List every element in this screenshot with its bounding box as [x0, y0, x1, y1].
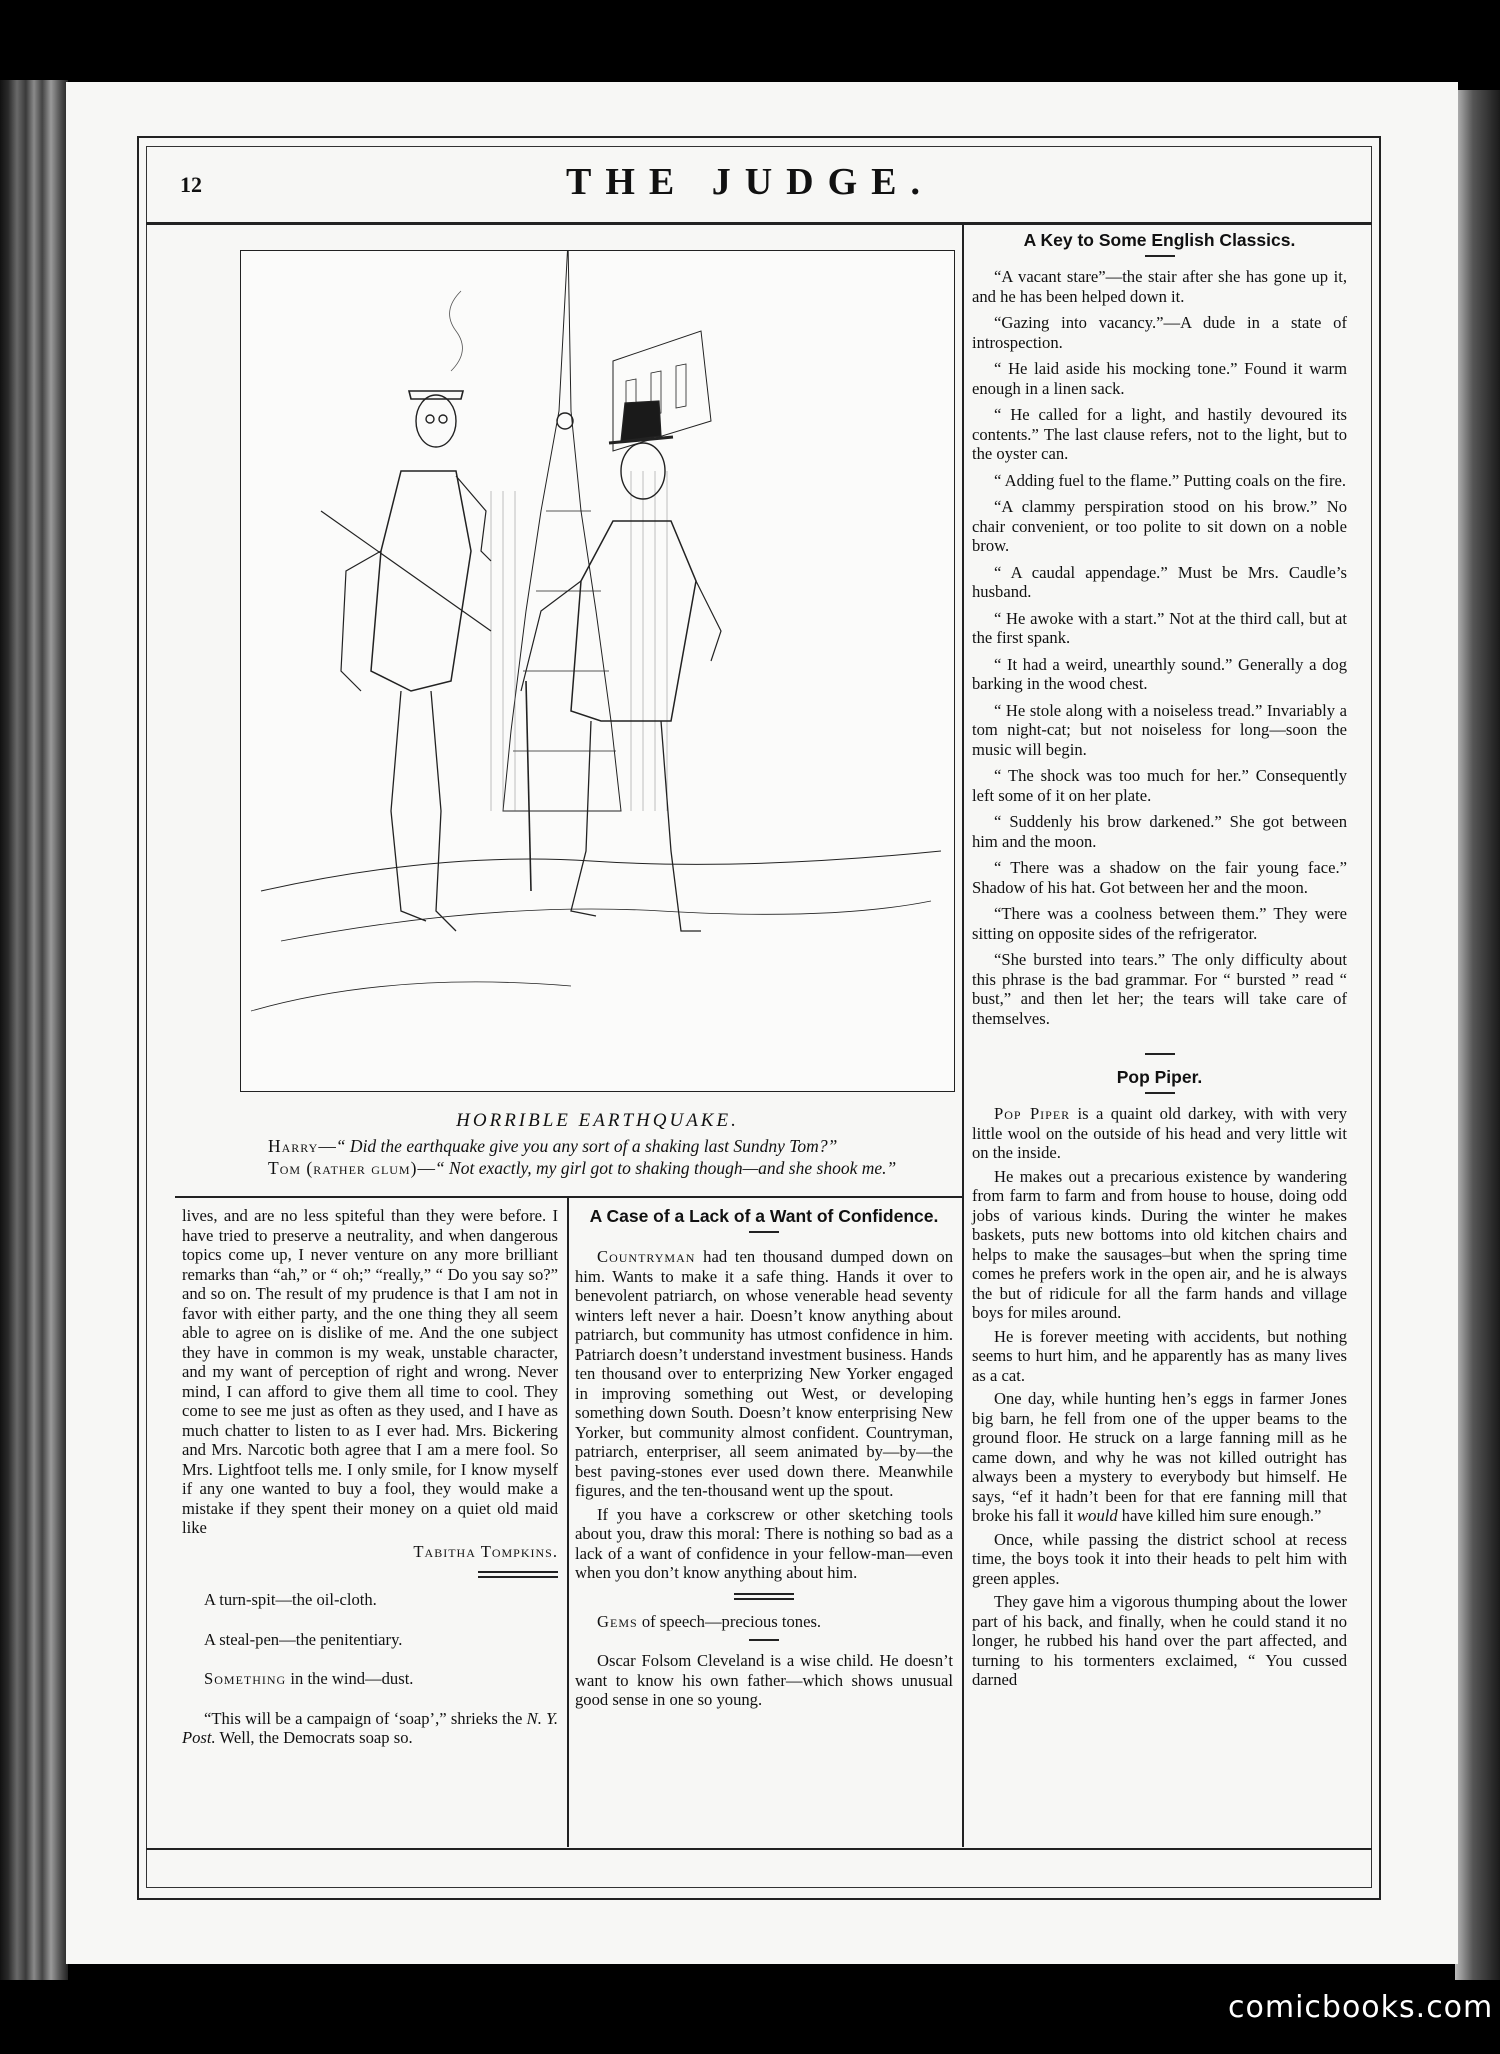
pop-piper-dash [1145, 1092, 1175, 1094]
classic-item: “ Adding fuel to the flame.” Putting coals on the fire. [994, 470, 1347, 490]
classic-item: “ There was a shadow on the fair young face.” Shadow of his hat. Got between her and the moon. [972, 858, 1347, 897]
classic-item: “ A caudal appendage.” Must be Mrs. Caudle’s husband. [972, 562, 1347, 601]
squib-dash [749, 1639, 779, 1641]
confidence-paragraph-2: If you have a corkscrew or other sketching tools about you, draw this moral: There is nothing so bad as a lack of a want of confidence in your fellow-man—even when you don’t know anything about him. [575, 1504, 953, 1582]
cartoon-title: HORRIBLE EARTHQUAKE. [456, 1110, 739, 1131]
bottom-rule [146, 1848, 1372, 1850]
right-column [972, 230, 1347, 1694]
pop-piper-paragraph-6: They gave him a vigorous thumping about the lower part of his back, and finally, when he could stand it no longer, he rubbed his hand over the part affected, and turning to his tormenters exclaimed, “ You cussed darned [972, 1592, 1347, 1689]
confidence-heading: A Case of a Lack of a Want of Confidence. [589, 1206, 939, 1226]
pop-piper-heading: Pop Piper. [1116, 1067, 1203, 1087]
pop-piper-p1-rest: is a quaint old darkey, with with very little wool on the outside of his head and very little wit on the inside. [972, 1104, 1347, 1162]
pop-piper-paragraph-5: Once, while passing the district school at recess time, the boys took it into their heads to pelt him with green apples. [972, 1529, 1347, 1588]
caption-speaker-tom: Tom (rather glum) [268, 1158, 418, 1178]
classic-item: “ He awoke with a start.” Not at the third call, but at the first spank. [972, 608, 1347, 647]
gems-rest: of speech—precious tones. [637, 1611, 822, 1631]
masthead-title: THE JUDGE. [565, 161, 935, 203]
squib-soap-a: “This will be a campaign of ‘soap’,” shrieks the [204, 1708, 527, 1728]
gems-lead: Gems [597, 1611, 638, 1631]
pop-piper-paragraph-3: He is forever meeting with accidents, but nothing seems to hurt him, and he apparently has as many lives as a cat. [972, 1326, 1347, 1385]
cartoon-bottom-rule [175, 1196, 962, 1198]
classic-item: “ He laid aside his mocking tone.” Found it warm enough in a linen sack. [972, 359, 1347, 398]
pop-piper-paragraph-2: He makes out a precarious existence by wandering from farm to farm and from house to house, doing odd jobs of various kinds. During the winter he makes baskets, puts new bottoms into old kitchen chairs and helps to make the sausages–but when the spring time comes he prefers work in the open air, and he is always the but of ridicule for all the farm hands and village boys for miles around. [972, 1166, 1347, 1322]
watermark: comicbooks.com [1228, 1990, 1494, 2025]
column-divider-left [567, 1198, 569, 1847]
confidence-paragraph-1 [575, 1247, 953, 1501]
signature: Tabitha Tompkins. [413, 1541, 558, 1561]
pop-piper-paragraph-1 [972, 1104, 1347, 1163]
squib-soap-b: Well, the Democrats soap so. [215, 1728, 413, 1747]
caption-speaker-harry: Harry [268, 1136, 319, 1156]
gems-squib [575, 1612, 953, 1632]
tabitha-paragraph: lives, and are no less spiteful than they were before. I have tried to preserve a neutrality, and when dangerous topics come up, I never venture on any more brilliant remarks than “ah,” or “ oh;” “really,” “ Do you say so?” and so on. The result of my prudence is that I am not in favor with either party, and the one thing they all seem able to agree on is dislike of me. And the one subject they have in common is my weak, unstable character, and my want of perception of right and wrong. Never mind, I can afford to give them all time to cool. They come to see me just as often as they used, and I have as much chatter to listen to as I ever had. Mrs. Bickering and Mrs. Narcotic both agree that I am a mere fool. So Mrs. Lightfoot tells me. I only smile, for I know myself if any one wanted to buy a fool, they would make a mistake if they spent their money on a quiet old maid like [182, 1206, 558, 1537]
countryman-lead: Countryman [597, 1247, 696, 1266]
oscar-squib: Oscar Folsom Cleveland is a wise child. He doesn’t want to know his own father—which shows unusual good sense in one so young. [575, 1651, 953, 1709]
pop-p4-would: would [1077, 1506, 1118, 1525]
classic-item: “A clammy perspiration stood on his brow.” No chair convenient, or too polite to sit down on a noble brow. [972, 497, 1347, 555]
classic-item: “ He called for a light, and hastily devoured its contents.” The last clause refers, not to the light, but to the oyster can. [972, 405, 1347, 463]
caption-text-tom: “ Not exactly, my girl got to shaking though—and she shook me.” [434, 1158, 897, 1178]
pop-p4-b: have killed him sure enough.” [1117, 1506, 1322, 1525]
classic-item: “ He stole along with a noiseless tread.” Invariably a tom night-cat; but not noiseless for long—soon the music will begin. [972, 700, 1347, 759]
masthead-rule [146, 222, 1372, 225]
left-column [182, 1206, 558, 1752]
squib-turn-spit: A turn-spit—the oil-cloth. [204, 1590, 377, 1609]
squib-something [182, 1669, 558, 1689]
classics-list [972, 267, 1347, 1028]
book-binding [0, 80, 68, 1980]
cartoon-caption-line-2: Tom (rather glum)—“ Not exactly, my girl got to shaking though—and she shook me.” [268, 1158, 897, 1178]
squib-something-lead: Something [204, 1669, 287, 1688]
double-rule [478, 1571, 558, 1578]
squib-soap-paper: N. Y. Post. [182, 1708, 559, 1747]
caption-text-harry: “ Did the earthquake give you any sort of a shaking last Sundny Tom?” [335, 1136, 838, 1156]
middle-column [575, 1206, 953, 1714]
page-edge [1455, 90, 1500, 1980]
classic-item: “She bursted into tears.” The only difficulty about this phrase is the bad grammar. For “ bursted ” read “ bust,” and then let her; the tears will take care of themselves. [972, 950, 1347, 1028]
classics-dash [1145, 255, 1175, 257]
pop-piper-lead: Pop Piper [994, 1104, 1071, 1123]
squib-steal-pen: A steal-pen—the penitentiary. [204, 1629, 403, 1649]
countryman-rest: had ten thousand dumped down on him. Wants to make it a safe thing. Hands it over to benevolent patriarch, on whose venerable head seventy winters left never a hair. Doesn’t know anything about patriarch, but community has utmost confidence in him. Patriarch doesn’t understand investment business. Hands ten thousand over to enterprizing New Yorker engaged in improving something out West, or developing something down South. Doesn’t know enterprising New Yorker, but community almost confident. Countryman, patriarch, enterpriser, all seem animated by—by—the best paving-stones ever used down there. Meanwhile figures, and the ten-thousand went up the spout. [575, 1247, 953, 1500]
cartoon-illustration [240, 250, 955, 1092]
classics-heading: A Key to Some English Classics. [1023, 230, 1296, 250]
double-rule-middle [734, 1593, 794, 1600]
pop-p4-a: One day, while hunting hen’s eggs in farmer Jones big barn, he fell from one of the upper beams to the ground floor. He struck on a large fanning mill as he came down, and why he was not killed outright has always been a mystery to everybody but himself. He says, “ef it hadn’t been for that ere fanning mill that broke his fall it [972, 1389, 1347, 1525]
cartoon-drawing [241, 251, 953, 1090]
classic-item: “ It had a weird, unearthly sound.” Generally a dog barking in the wood chest. [972, 654, 1347, 693]
squib-soap [182, 1709, 558, 1748]
column-divider-right [962, 225, 964, 1847]
page-number: 12 [180, 172, 202, 197]
classic-item: “ Suddenly his brow darkened.” She got between him and the moon. [972, 812, 1347, 851]
cartoon-caption-line-1: Harry—“ Did the earthquake give you any sort of a shaking last Sundny Tom?” [268, 1136, 838, 1156]
pop-piper-paragraph-4 [972, 1389, 1347, 1526]
heading-dash [749, 1231, 779, 1233]
classic-item: “ The shock was too much for her.” Consequently left some of it on her plate. [972, 766, 1347, 805]
classic-item: “There was a coolness between them.” They were sitting on opposite sides of the refrigerator. [972, 904, 1347, 943]
classic-item: “Gazing into vacancy.”—A dude in a state of introspection. [972, 313, 1347, 352]
section-dash [1145, 1053, 1175, 1055]
classic-item: “A vacant stare”—the stair after she has gone up it, and he has been helped down it. [972, 267, 1347, 306]
squib-something-rest: in the wind—dust. [286, 1669, 414, 1688]
